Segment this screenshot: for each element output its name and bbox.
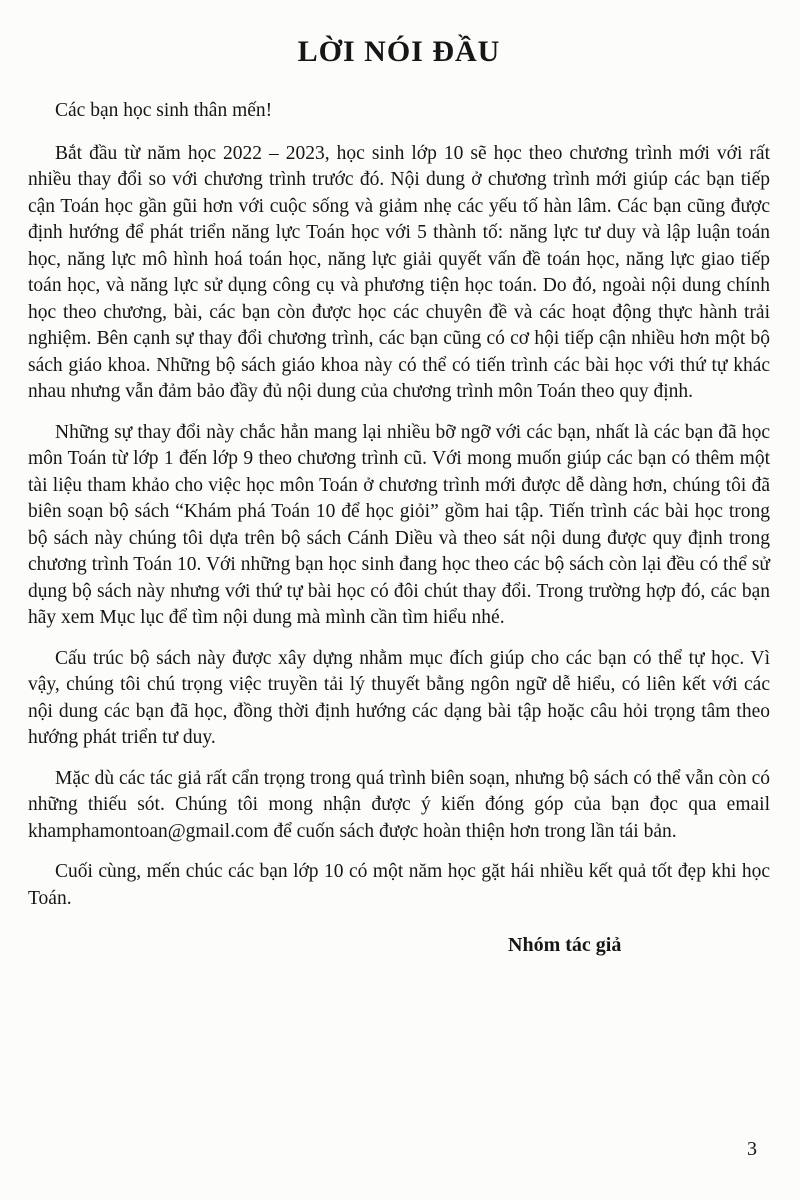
author-signature: Nhóm tác giả <box>508 934 622 956</box>
paragraph-1: Bắt đầu từ năm học 2022 – 2023, học sinh lớp 10 sẽ học theo chương trình mới với rất nhiều thay đổi so với chương trình trước đó. Nội dung ở chương trình mới giúp các bạn tiếp cận Toán học gần gũi hơn với cuộc sống và giảm nhẹ các yếu tố hàn lâm. Các bạn cũng được định hướng để phát triển năng lực Toán học với 5 thành tố: năng lực tư duy và lập luận toán học, năng lực mô hình hoá toán học, năng lực giải quyết vấn đề toán học, năng lực giao tiếp toán học, và năng lực sử dụng công cụ và phương tiện học toán. Do đó, ngoài nội dung chính học theo chương, bài, các bạn còn được học các chuyên đề và các hoạt động thực hành trải nghiệm. Bên cạnh sự thay đổi chương trình, các bạn cũng có cơ hội tiếp cận nhiều hơn một bộ sách giáo khoa. Những bộ sách giáo khoa này có thể có tiến trình các bài học với thứ tự khác nhau nhưng vẫn đảm bảo đầy đủ nội dung của chương trình môn Toán theo quy định. <box>28 142 770 402</box>
greeting-line: Các bạn học sinh thân mến! <box>55 100 273 121</box>
paragraph-5: Cuối cùng, mến chúc các bạn lớp 10 có một năm học gặt hái nhiều kết quả tốt đẹp khi học Toán. <box>28 861 770 909</box>
page-title: LỜI NÓI ĐẦU <box>297 35 501 68</box>
paragraph-3: Cấu trúc bộ sách này được xây dựng nhằm mục đích giúp cho các bạn có thể tự học. Vì vậy, chúng tôi chú trọng việc truyền tải lý thuyết bằng ngôn ngữ dễ hiểu, có liên kết với các nội dung các bạn đã học, đồng thời định hướng các dạng bài tập hoặc câu hỏi trọng tâm theo hướng phát triển tư duy. <box>28 647 770 748</box>
paragraph-2: Những sự thay đổi này chắc hẳn mang lại nhiều bỡ ngỡ với các bạn, nhất là các bạn đã học môn Toán từ lớp 1 đến lớp 9 theo chương trình cũ. Với mong muốn giúp các bạn có thêm một tài liệu tham khảo cho việc học môn Toán ở chương trình mới được dễ dàng hơn, chúng tôi đã biên soạn bộ sách “Khám phá Toán 10 để học giỏi” gồm hai tập. Tiến trình các bài học trong bộ sách này chúng tôi dựa trên bộ sách Cánh Diều và theo sát nội dung được quy định trong chương trình Toán 10. Với những bạn học sinh đang học theo các bộ sách còn lại đều có thể sử dụng bộ sách này nhưng với thứ tự bài học có đôi chút thay đổi. Trong trường hợp đó, các bạn hãy xem Mục lục để tìm nội dung mà mình cần tìm hiểu nhé. <box>28 421 770 628</box>
paragraph-4: Mặc dù các tác giả rất cẩn trọng trong quá trình biên soạn, nhưng bộ sách có thể vẫn còn có những thiếu sót. Chúng tôi mong nhận được ý kiến đóng góp của bạn đọc qua email khamphamontoan@gmail.com để cuốn sách được hoàn thiện hơn trong lần tái bản. <box>28 767 770 842</box>
page-number: 3 <box>747 1137 757 1160</box>
